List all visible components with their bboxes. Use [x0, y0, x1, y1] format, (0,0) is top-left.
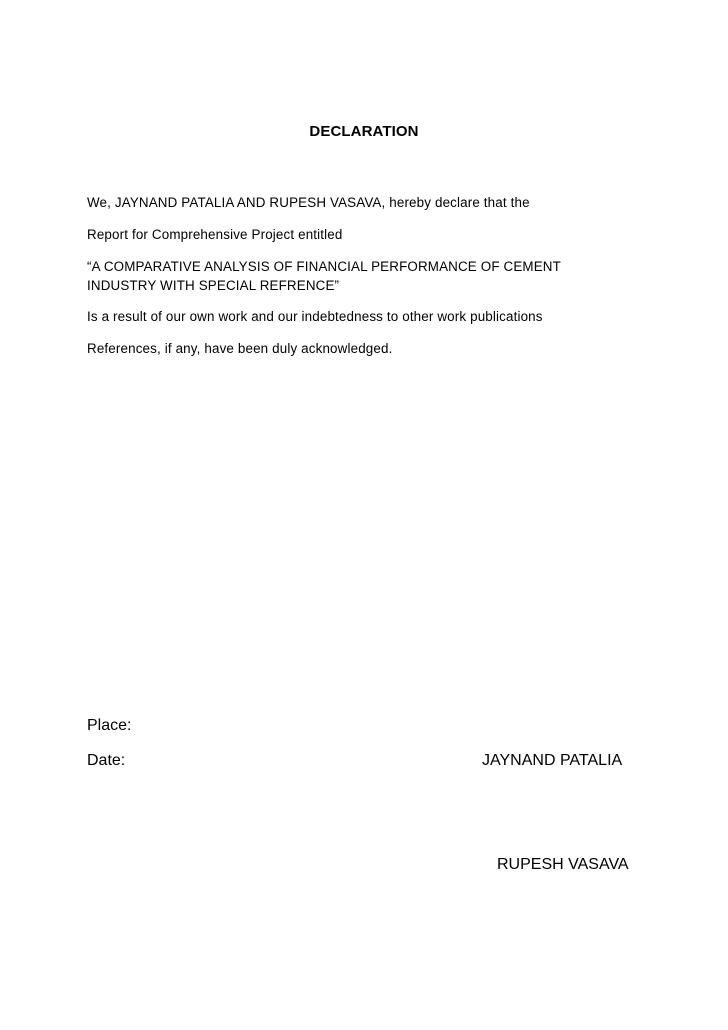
declaration-line-6: References, if any, have been duly acknowledged. [87, 341, 393, 356]
declaration-line-5: Is a result of our own work and our indebtedness to other work publications [87, 309, 543, 324]
declaration-line-2: Report for Comprehensive Project entitled [87, 227, 343, 242]
project-title-line-2: INDUSTRY WITH SPECIAL REFRENCE” [87, 278, 340, 293]
declaration-line-1: We, JAYNAND PATALIA AND RUPESH VASAVA, hereby declare that the [87, 195, 530, 210]
signatory-name-2: RUPESH VASAVA [497, 856, 629, 873]
place-label: Place: [87, 717, 132, 734]
date-label: Date: [87, 752, 126, 769]
document-title: DECLARATION [309, 123, 419, 140]
project-title-line-1: “A COMPARATIVE ANALYSIS OF FINANCIAL PERFORMANCE OF CEMENT [87, 259, 561, 274]
signatory-name-1: JAYNAND PATALIA [482, 752, 623, 769]
